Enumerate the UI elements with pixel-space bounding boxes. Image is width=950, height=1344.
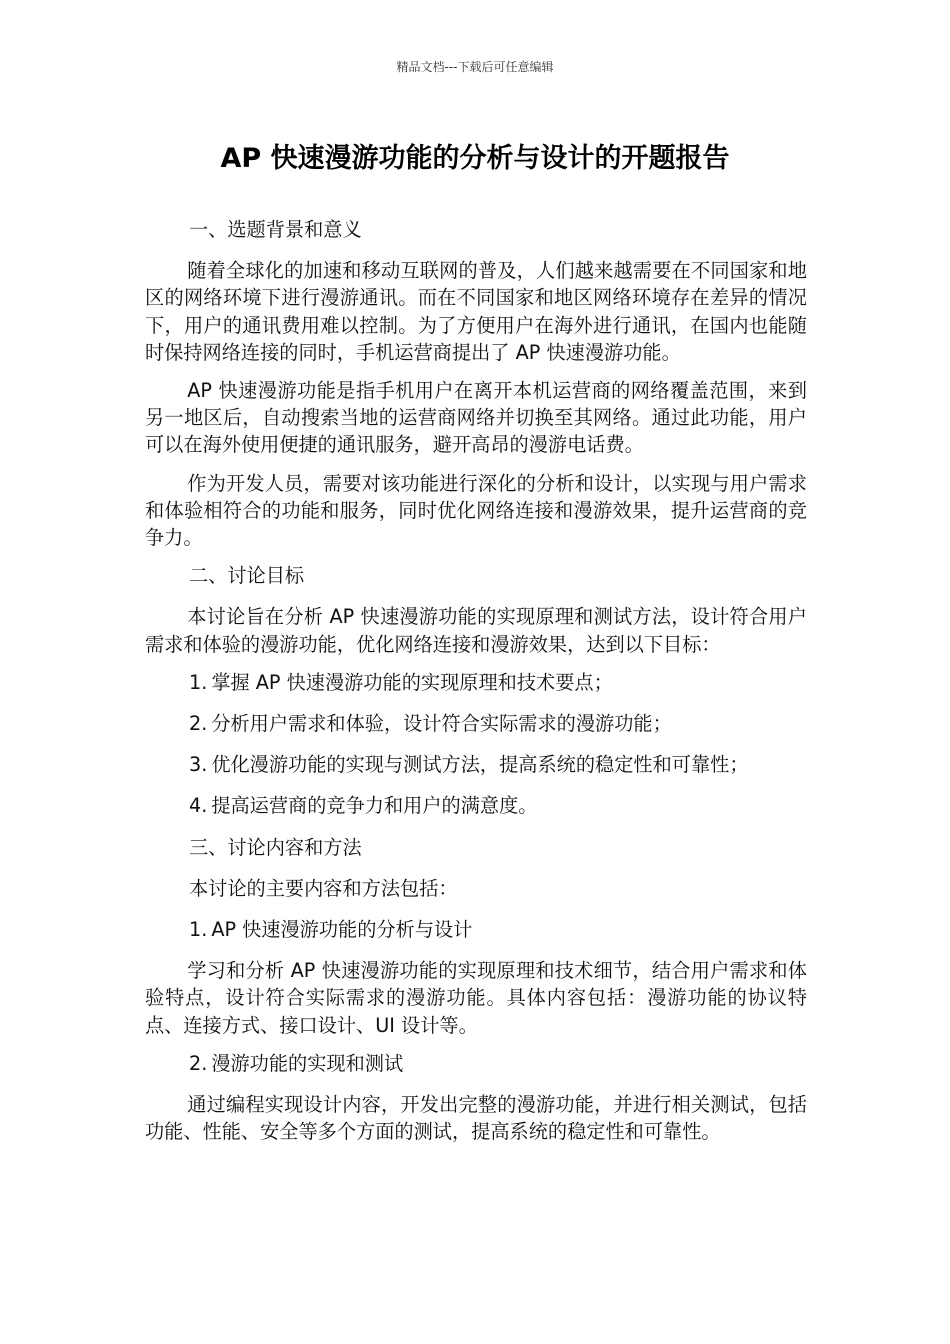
section-heading: 本讨论的主要内容和方法包括：	[189, 876, 458, 900]
body-paragraph: 作为开发人员，需要对该功能进行深化的分析和设计，以实现与用户需求和体验相符合的功能和服务，同时优化网络连接和漫游效果，提升运营商的竞争力。	[145, 471, 807, 550]
page-header-watermark: 精品文档---下载后可任意编辑	[396, 60, 554, 74]
list-item-text: 掌握 AP 快速漫游功能的实现原理和技术要点；	[211, 670, 613, 694]
body-paragraph: 通过编程实现设计内容，开发出完整的漫游功能，并进行相关测试，包括功能、性能、安全等多个方面的测试，提高系统的稳定性和可靠性。	[145, 1093, 807, 1144]
list-item-text: 分析用户需求和体验，设计符合实际需求的漫游功能；	[211, 712, 672, 736]
list-item-number: 2.	[189, 712, 208, 736]
list-item-number: 1.	[189, 670, 208, 694]
list-item-number: 1.	[189, 918, 208, 942]
numbered-list-item	[145, 916, 807, 943]
list-item-number: 3.	[189, 753, 208, 777]
numbered-list-item	[145, 751, 807, 778]
numbered-list-item	[145, 710, 807, 737]
list-item-text: 漫游功能的实现和测试	[211, 1051, 404, 1075]
list-item-text: 优化漫游功能的实现与测试方法，提高系统的稳定性和可靠性；	[211, 753, 749, 777]
body-paragraph: 随着全球化的加速和移动互联网的普及，人们越来越需要在不同国家和地区的网络环境下进行漫游通讯。而在不同国家和地区网络环境存在差异的情况下，用户的通讯费用难以控制。为了方便用户在海外进行通讯，在国内也能随时保持网络连接的同时，手机运营商提出了 AP 快速漫游功能。	[145, 259, 807, 364]
section-heading: 一、选题背景和意义	[189, 218, 362, 241]
list-item-number: 2.	[189, 1051, 208, 1075]
list-item-text: AP 快速漫游功能的分析与设计	[211, 918, 473, 942]
document-title: AP 快速漫游功能的分析与设计的开题报告	[220, 143, 730, 174]
numbered-list-item	[145, 1050, 807, 1077]
numbered-list-item	[145, 792, 807, 819]
document-body	[145, 216, 807, 1156]
list-item-number: 4.	[189, 794, 208, 818]
body-paragraph: AP 快速漫游功能是指手机用户在离开本机运营商的网络覆盖范围，来到另一地区后，自动搜索当地的运营商网络并切换至其网络。通过此功能，用户可以在海外使用便捷的通讯服务，避开高昂的漫游电话费。	[145, 379, 807, 457]
body-paragraph: 学习和分析 AP 快速漫游功能的实现原理和技术细节，结合用户需求和体验特点，设计符合实际需求的漫游功能。具体内容包括：漫游功能的协议特点、连接方式、接口设计、UI 设计等。	[145, 959, 807, 1037]
section-heading: 三、讨论内容和方法	[189, 835, 362, 859]
body-paragraph: 本讨论旨在分析 AP 快速漫游功能的实现原理和测试方法，设计符合用户需求和体验的漫游功能，优化网络连接和漫游效果，达到以下目标：	[145, 605, 807, 656]
list-item-text: 提高运营商的竞争力和用户的满意度。	[211, 794, 538, 818]
numbered-list-item	[145, 669, 807, 696]
section-heading: 二、讨论目标	[189, 564, 305, 588]
